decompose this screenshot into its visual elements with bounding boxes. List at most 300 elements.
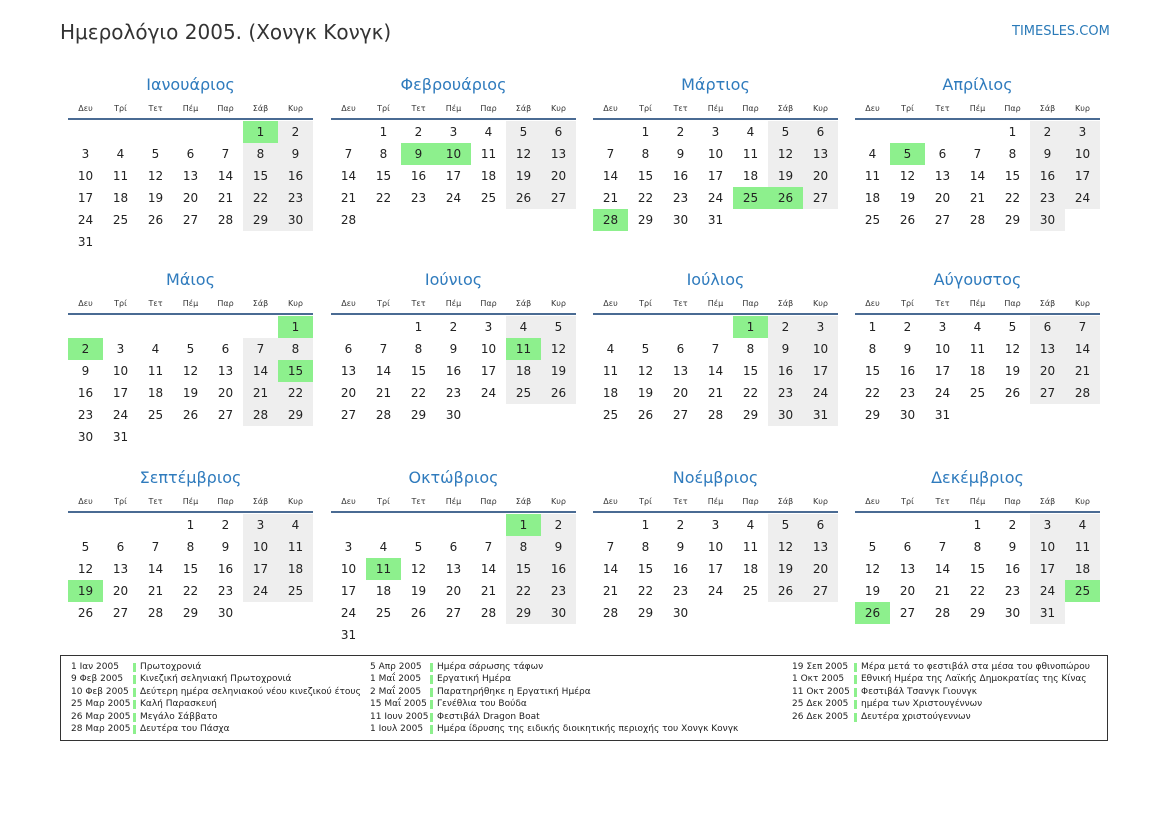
empty-cell (103, 316, 138, 338)
day-cell: 1 (186, 518, 195, 532)
weekday-label: Τρί (377, 103, 390, 113)
empty-cell (331, 514, 366, 536)
day-cell: 16 (1004, 562, 1021, 576)
day-cell: 1 (868, 320, 877, 334)
day-cell: 18 (375, 584, 392, 598)
day-cell: 6 (803, 121, 838, 143)
weekday-label: Τρί (377, 298, 390, 308)
day-cell: 28 (217, 213, 234, 227)
day-cell: 12 (410, 562, 427, 576)
empty-cell (855, 121, 890, 143)
day-cell: 10 (112, 364, 129, 378)
holiday-day-cell: 26 (768, 187, 803, 209)
day-cell: 29 (864, 408, 881, 422)
day-cell: 11 (864, 169, 881, 183)
weekday-label: Σάβ (777, 103, 794, 113)
empty-cell (593, 121, 628, 143)
day-cell: 23 (278, 187, 313, 209)
weekday-label: Κυρ (813, 103, 828, 113)
day-grid (331, 121, 576, 231)
empty-cell (925, 514, 960, 536)
weekday-header (68, 293, 313, 315)
weekday-label: Δευ (865, 496, 880, 506)
weekday-label: Πέμ (707, 496, 724, 506)
day-cell: 22 (1004, 191, 1021, 205)
empty-cell (593, 316, 628, 338)
day-cell: 20 (112, 584, 129, 598)
weekday-label: Κυρ (813, 496, 828, 506)
weekday-label: Τετ (673, 298, 688, 308)
day-cell: 19 (1004, 364, 1021, 378)
day-cell: 28 (969, 213, 986, 227)
day-cell: 5 (81, 540, 90, 554)
day-cell: 5 (768, 514, 803, 536)
day-cell: 11 (278, 536, 313, 558)
day-cell: 5 (641, 342, 650, 356)
day-cell: 2 (221, 518, 230, 532)
day-cell: 27 (672, 408, 689, 422)
day-cell: 20 (541, 165, 576, 187)
day-cell: 15 (637, 562, 654, 576)
weekday-label: Τρί (377, 496, 390, 506)
day-cell: 20 (217, 386, 234, 400)
legend-name: Δευτέρα του Πάσχα (140, 723, 230, 734)
day-cell: 26 (182, 408, 199, 422)
day-cell: 20 (1030, 360, 1065, 382)
weekday-label: Τρί (901, 496, 914, 506)
month-name: Ιούλιος (686, 270, 745, 289)
day-cell: 27 (899, 606, 916, 620)
weekday-label: Πέμ (969, 496, 986, 506)
site-link[interactable]: TIMESLES.COM (1012, 24, 1110, 39)
weekday-label: Παρ (742, 496, 759, 506)
day-cell: 25 (864, 213, 881, 227)
day-cell: 24 (77, 213, 94, 227)
day-cell: 13 (182, 169, 199, 183)
day-cell: 2 (278, 121, 313, 143)
legend-name: Φεστιβάλ Dragon Boat (437, 711, 540, 722)
day-cell: 30 (445, 408, 462, 422)
day-cell: 30 (672, 606, 689, 620)
month-name: Μάιος (166, 270, 215, 289)
day-cell: 23 (217, 584, 234, 598)
weekday-label: Τρί (639, 496, 652, 506)
day-grid (855, 316, 1100, 426)
month-block (331, 465, 576, 646)
day-cell: 17 (445, 169, 462, 183)
day-cell: 28 (375, 408, 392, 422)
weekday-label: Τετ (148, 103, 163, 113)
day-cell: 30 (1004, 606, 1021, 620)
weekday-label: Σάβ (1039, 103, 1056, 113)
day-cell: 8 (641, 147, 650, 161)
day-cell: 31 (803, 404, 838, 426)
weekday-label: Σάβ (777, 298, 794, 308)
weekday-label: Κυρ (288, 298, 303, 308)
day-cell: 7 (606, 147, 615, 161)
day-cell: 7 (243, 338, 278, 360)
day-cell: 30 (77, 430, 94, 444)
day-cell: 18 (969, 364, 986, 378)
empty-cell (138, 121, 173, 143)
day-cell: 21 (480, 584, 497, 598)
legend-name: Μέρα μετά το φεστιβάλ στα μέσα του φθινοπώρου (861, 662, 1090, 672)
day-cell: 11 (1065, 536, 1100, 558)
day-cell: 18 (602, 386, 619, 400)
day-cell: 19 (147, 191, 164, 205)
legend-marker (133, 663, 136, 672)
day-cell: 21 (602, 584, 619, 598)
day-grid (331, 316, 576, 426)
legend-marker (430, 725, 433, 734)
day-cell: 1 (641, 518, 650, 532)
legend-date: 9 Φεβ 2005 (71, 674, 124, 685)
day-cell: 22 (637, 584, 654, 598)
day-cell: 10 (340, 562, 357, 576)
day-cell: 3 (803, 316, 838, 338)
day-cell: 2 (676, 518, 685, 532)
legend-date: 26 Δεκ 2005 (792, 711, 849, 722)
day-cell: 8 (973, 540, 982, 554)
day-cell: 25 (969, 386, 986, 400)
day-cell: 6 (449, 540, 458, 554)
day-cell: 19 (768, 165, 803, 187)
day-cell: 15 (742, 364, 759, 378)
month-name: Ιανουάριος (146, 75, 235, 94)
day-cell: 28 (1065, 382, 1100, 404)
holiday-day-cell: 2 (68, 338, 103, 360)
day-cell: 24 (1065, 187, 1100, 209)
day-cell: 15 (182, 562, 199, 576)
day-cell: 4 (746, 518, 755, 532)
day-cell: 24 (707, 191, 724, 205)
day-cell: 16 (217, 562, 234, 576)
day-cell: 12 (637, 364, 654, 378)
legend-name: Δεύτερη ημέρα σεληνιακού νέου κινεζικού έτους (140, 686, 361, 697)
legend-marker (430, 688, 433, 697)
day-cell: 8 (641, 540, 650, 554)
day-cell: 17 (1030, 558, 1065, 580)
day-cell: 13 (1030, 338, 1065, 360)
weekday-label: Σάβ (1039, 298, 1056, 308)
weekday-label: Δευ (603, 103, 618, 113)
weekday-label: Παρ (217, 103, 234, 113)
day-cell: 26 (899, 213, 916, 227)
empty-cell (68, 121, 103, 143)
day-cell: 31 (340, 628, 357, 642)
empty-cell (243, 316, 278, 338)
day-cell: 26 (506, 187, 541, 209)
month-name: Φεβρουάριος (400, 75, 507, 94)
weekday-label: Κυρ (551, 496, 566, 506)
weekday-label: Τετ (411, 103, 426, 113)
day-cell: 13 (217, 364, 234, 378)
weekday-label: Σάβ (252, 103, 269, 113)
weekday-label: Πέμ (445, 298, 462, 308)
day-cell: 30 (768, 404, 803, 426)
day-cell: 9 (1008, 540, 1017, 554)
day-cell: 14 (934, 562, 951, 576)
legend-date: 1 Ιουλ 2005 (370, 723, 424, 734)
day-cell: 13 (899, 562, 916, 576)
day-cell: 12 (147, 169, 164, 183)
day-cell: 21 (934, 584, 951, 598)
day-grid (68, 121, 313, 253)
holiday-legend (60, 655, 1108, 741)
day-cell: 16 (672, 169, 689, 183)
day-cell: 22 (182, 584, 199, 598)
day-cell: 12 (541, 338, 576, 360)
weekday-label: Τετ (411, 496, 426, 506)
day-cell: 7 (379, 342, 388, 356)
day-cell: 23 (768, 382, 803, 404)
weekday-header (593, 98, 838, 120)
legend-date: 25 Δεκ 2005 (792, 699, 849, 710)
legend-date: 28 Μαρ 2005 (71, 723, 131, 734)
day-cell: 7 (973, 147, 982, 161)
empty-cell (208, 121, 243, 143)
day-cell: 13 (803, 536, 838, 558)
day-cell: 8 (506, 536, 541, 558)
weekday-label: Τετ (935, 103, 950, 113)
weekday-label: Παρ (1004, 496, 1021, 506)
day-grid (68, 316, 313, 448)
day-cell: 16 (445, 364, 462, 378)
day-cell: 19 (182, 386, 199, 400)
weekday-label: Σάβ (515, 103, 532, 113)
day-cell: 21 (147, 584, 164, 598)
day-grid (593, 316, 838, 426)
legend-marker (133, 725, 136, 734)
empty-cell (208, 316, 243, 338)
legend-name: Ημέρα ίδρυσης της ειδικής διοικητικής περιοχής του Χονγκ Κονγκ (437, 723, 739, 734)
holiday-day-cell: 15 (278, 360, 313, 382)
day-cell: 1 (414, 320, 423, 334)
legend-date: 11 Οκτ 2005 (792, 686, 850, 697)
day-cell: 8 (278, 338, 313, 360)
day-cell: 6 (938, 147, 947, 161)
day-cell: 20 (934, 191, 951, 205)
weekday-label: Κυρ (551, 103, 566, 113)
month-block (331, 267, 576, 426)
day-cell: 5 (414, 540, 423, 554)
holiday-day-cell: 5 (890, 143, 925, 165)
weekday-label: Πέμ (969, 298, 986, 308)
day-cell: 6 (1030, 316, 1065, 338)
legend-marker (430, 675, 433, 684)
weekday-label: Παρ (1004, 298, 1021, 308)
day-cell: 12 (77, 562, 94, 576)
day-cell: 13 (340, 364, 357, 378)
day-cell: 24 (340, 606, 357, 620)
day-cell: 27 (340, 408, 357, 422)
weekday-label: Δευ (78, 103, 93, 113)
legend-date: 11 Ιουν 2005 (370, 711, 429, 722)
day-cell: 18 (742, 169, 759, 183)
legend-name: Παρατηρήθηκε η Εργατική Ημέρα (437, 686, 591, 697)
day-cell: 15 (864, 364, 881, 378)
empty-cell (925, 121, 960, 143)
day-cell: 9 (541, 536, 576, 558)
day-cell: 9 (903, 342, 912, 356)
day-cell: 16 (768, 360, 803, 382)
day-cell: 28 (480, 606, 497, 620)
day-cell: 4 (278, 514, 313, 536)
legend-date: 1 Μαΐ 2005 (370, 674, 422, 685)
day-cell: 30 (672, 213, 689, 227)
day-cell: 3 (81, 147, 90, 161)
day-cell: 3 (484, 320, 493, 334)
weekday-label: Σάβ (515, 298, 532, 308)
day-cell: 23 (410, 191, 427, 205)
day-cell: 21 (375, 386, 392, 400)
day-cell: 31 (77, 235, 94, 249)
day-cell: 24 (243, 580, 278, 602)
day-cell: 4 (379, 540, 388, 554)
weekday-label: Κυρ (288, 103, 303, 113)
weekday-label: Πέμ (707, 298, 724, 308)
day-grid (855, 514, 1100, 624)
day-cell: 14 (1065, 338, 1100, 360)
holiday-day-cell: 1 (506, 514, 541, 536)
day-cell: 4 (1065, 514, 1100, 536)
day-cell: 6 (116, 540, 125, 554)
day-cell: 22 (864, 386, 881, 400)
day-cell: 16 (1030, 165, 1065, 187)
day-cell: 20 (803, 558, 838, 580)
weekday-label: Τρί (639, 103, 652, 113)
day-cell: 29 (969, 606, 986, 620)
day-cell: 12 (768, 536, 803, 558)
day-cell: 29 (278, 404, 313, 426)
weekday-label: Δευ (603, 496, 618, 506)
day-cell: 10 (934, 342, 951, 356)
day-cell: 8 (1008, 147, 1017, 161)
day-cell: 27 (112, 606, 129, 620)
day-cell: 11 (602, 364, 619, 378)
day-cell: 19 (410, 584, 427, 598)
weekday-label: Σάβ (252, 496, 269, 506)
day-cell: 30 (541, 602, 576, 624)
day-cell: 26 (768, 580, 803, 602)
day-cell: 24 (707, 584, 724, 598)
legend-marker (854, 663, 857, 672)
day-cell: 17 (340, 584, 357, 598)
legend-name: Καλή Παρασκευή (140, 699, 217, 710)
day-cell: 23 (1004, 584, 1021, 598)
day-cell: 29 (243, 209, 278, 231)
weekday-label: Τρί (114, 496, 127, 506)
day-cell: 3 (344, 540, 353, 554)
day-cell: 14 (707, 364, 724, 378)
weekday-label: Δευ (603, 298, 618, 308)
legend-date: 26 Μαρ 2005 (71, 711, 131, 722)
weekday-label: Τρί (114, 298, 127, 308)
day-cell: 7 (221, 147, 230, 161)
month-name: Αύγουστος (933, 270, 1022, 289)
month-block (855, 72, 1100, 231)
day-cell: 7 (484, 540, 493, 554)
day-cell: 19 (899, 191, 916, 205)
day-cell: 14 (480, 562, 497, 576)
legend-name: Κινεζική σεληνιακή Πρωτοχρονιά (140, 674, 292, 685)
day-cell: 15 (243, 165, 278, 187)
day-cell: 29 (506, 602, 541, 624)
day-cell: 23 (445, 386, 462, 400)
day-cell: 28 (243, 404, 278, 426)
weekday-label: Τρί (639, 298, 652, 308)
day-cell: 29 (742, 408, 759, 422)
day-cell: 11 (480, 147, 497, 161)
weekday-label: Σάβ (1039, 496, 1056, 506)
day-cell: 18 (742, 562, 759, 576)
day-cell: 11 (147, 364, 164, 378)
legend-name: Πρωτοχρονιά (140, 662, 202, 672)
weekday-label: Πέμ (182, 103, 199, 113)
weekday-label: Παρ (217, 298, 234, 308)
day-cell: 3 (449, 125, 458, 139)
day-cell: 18 (864, 191, 881, 205)
day-cell: 26 (541, 382, 576, 404)
month-name: Σεπτέμβριος (139, 468, 242, 487)
day-cell: 7 (711, 342, 720, 356)
day-cell: 18 (112, 191, 129, 205)
day-cell: 26 (637, 408, 654, 422)
day-cell: 3 (1065, 121, 1100, 143)
day-cell: 20 (803, 165, 838, 187)
day-cell: 3 (711, 518, 720, 532)
day-cell: 29 (1004, 213, 1021, 227)
day-cell: 8 (186, 540, 195, 554)
day-grid (593, 121, 838, 231)
empty-cell (173, 316, 208, 338)
month-block (331, 72, 576, 231)
day-cell: 14 (217, 169, 234, 183)
month-block (593, 267, 838, 426)
holiday-day-cell: 26 (855, 602, 890, 624)
weekday-header (855, 98, 1100, 120)
month-block (68, 72, 313, 253)
day-cell: 4 (484, 125, 493, 139)
day-cell: 21 (1065, 360, 1100, 382)
day-cell: 4 (973, 320, 982, 334)
weekday-label: Τετ (935, 496, 950, 506)
day-cell: 14 (243, 360, 278, 382)
day-cell: 10 (243, 536, 278, 558)
day-cell: 1 (641, 125, 650, 139)
day-cell: 23 (77, 408, 94, 422)
day-cell: 8 (414, 342, 423, 356)
weekday-label: Κυρ (551, 298, 566, 308)
day-cell: 8 (243, 143, 278, 165)
day-cell: 2 (768, 316, 803, 338)
day-cell: 11 (742, 147, 759, 161)
day-cell: 10 (803, 338, 838, 360)
day-cell: 27 (803, 187, 838, 209)
day-cell: 4 (746, 125, 755, 139)
weekday-header (331, 491, 576, 513)
day-cell: 19 (637, 386, 654, 400)
weekday-label: Τετ (935, 298, 950, 308)
weekday-label: Δευ (341, 496, 356, 506)
day-cell: 2 (1008, 518, 1017, 532)
day-cell: 27 (217, 408, 234, 422)
weekday-label: Παρ (480, 496, 497, 506)
day-cell: 25 (742, 584, 759, 598)
empty-cell (471, 514, 506, 536)
day-cell: 23 (672, 584, 689, 598)
day-cell: 18 (480, 169, 497, 183)
